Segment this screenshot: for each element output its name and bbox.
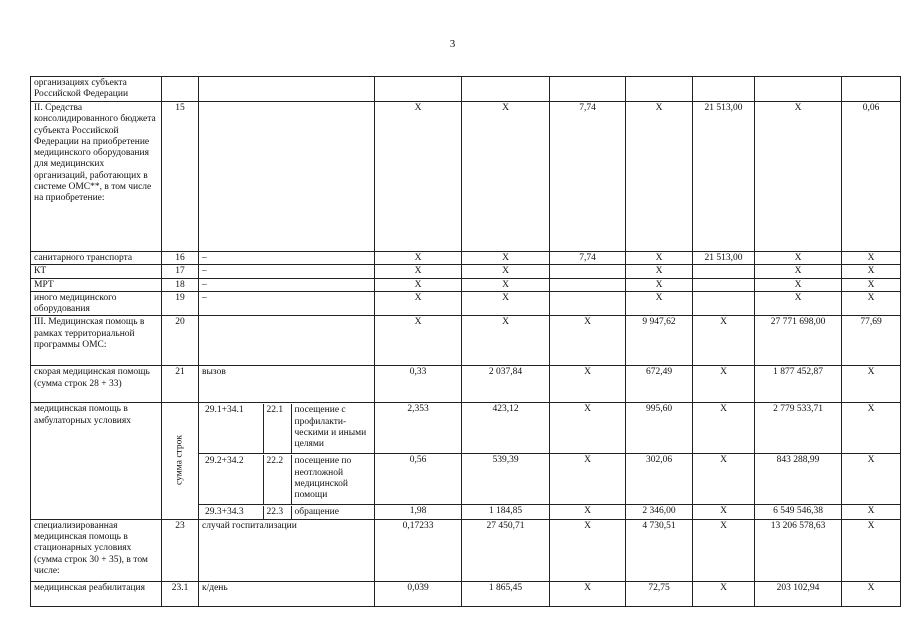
cell-b: 1 184,85 (462, 505, 550, 519)
vertical-label-cell (162, 403, 199, 519)
cell-b: 1 865,45 (462, 581, 550, 606)
cell-e: X (693, 403, 755, 454)
cell-f: X (755, 291, 842, 316)
cell-f: X (755, 252, 842, 265)
table-row (31, 581, 901, 606)
row-number: 18 (162, 278, 199, 291)
row-number: 22.1 (263, 404, 291, 453)
cell-d: 995,60 (626, 403, 693, 454)
cell-c: 7,74 (550, 252, 626, 265)
row-label: медицинская реабилитация (31, 581, 162, 606)
row-label: санитарного транспорта (31, 252, 162, 265)
row-number: 19 (162, 291, 199, 316)
cell-f: 2 779 533,71 (755, 403, 842, 454)
cell-e (693, 77, 755, 102)
cell-a: 0,17233 (375, 519, 462, 581)
table-row (31, 77, 901, 102)
cell-c: X (550, 403, 626, 454)
cell-e: 21 513,00 (693, 252, 755, 265)
cell-g: X (842, 519, 901, 581)
cell-f: 203 102,94 (755, 581, 842, 606)
table-row (31, 265, 901, 278)
cell-b: 27 450,71 (462, 519, 550, 581)
row-number: 20 (162, 316, 199, 366)
cell-e (693, 278, 755, 291)
cell-c: X (550, 519, 626, 581)
cell-d: 672,49 (626, 366, 693, 403)
row-label: организациях субъекта Российской Федерации (31, 77, 162, 102)
table-row (31, 291, 901, 316)
cell-e (693, 265, 755, 278)
cell-c (550, 291, 626, 316)
row-number: 23 (162, 519, 199, 581)
cell-b: 539,39 (462, 454, 550, 505)
cell-f: 843 288,99 (755, 454, 842, 505)
row-label: иного медицинского оборудования (31, 291, 162, 316)
table-row (31, 102, 901, 252)
table-row (31, 316, 901, 366)
cell-e: X (693, 366, 755, 403)
table-row (31, 278, 901, 291)
table-row (31, 519, 901, 581)
cell-d (626, 77, 693, 102)
cell-a: 2,353 (375, 403, 462, 454)
row-number: 17 (162, 265, 199, 278)
cell-c (550, 77, 626, 102)
cell-a: X (375, 252, 462, 265)
cell-g: X (842, 265, 901, 278)
cell-b: X (462, 291, 550, 316)
cell-e: 21 513,00 (693, 102, 755, 252)
cell-c (550, 265, 626, 278)
cell-g: X (842, 291, 901, 316)
sum-rows: 29.1+34.1 (202, 404, 263, 453)
row-label: II. Средства консолидированного бюджета субъекта Российской Федерации на приобретение медицинского оборудования для медицинских организаций, работающих в системе ОМС**, в том числе на приобретение: (31, 102, 162, 252)
row-number: 16 (162, 252, 199, 265)
row-label: медицинская помощь в амбулаторных условиях (31, 403, 162, 519)
cell-d: 302,06 (626, 454, 693, 505)
row-unit: посещение по неотложной медицинской помощи (291, 455, 371, 504)
cell-d: X (626, 265, 693, 278)
cell-e: X (693, 505, 755, 519)
cell-g: X (842, 278, 901, 291)
cell-b: X (462, 316, 550, 366)
row-label: КТ (31, 265, 162, 278)
row-unit: – (199, 265, 375, 278)
cell-g: X (842, 366, 901, 403)
cell-c: X (550, 581, 626, 606)
row-unit (199, 316, 375, 366)
cell-a: 0,039 (375, 581, 462, 606)
cell-g: X (842, 252, 901, 265)
cell-b: X (462, 265, 550, 278)
cell-c: X (550, 366, 626, 403)
cell-d: X (626, 102, 693, 252)
cell-g: X (842, 454, 901, 505)
cell-f: X (755, 265, 842, 278)
cell-c: X (550, 454, 626, 505)
cell-f: 13 206 578,63 (755, 519, 842, 581)
cell-a: 1,98 (375, 505, 462, 519)
row-unit (199, 102, 375, 252)
vertical-label: сумма строк (174, 435, 185, 486)
cell-a (375, 77, 462, 102)
cell-c: 7,74 (550, 102, 626, 252)
cell-a: X (375, 265, 462, 278)
cell-a: 0,33 (375, 366, 462, 403)
table-row (31, 252, 901, 265)
cell-d: X (626, 291, 693, 316)
cell-g: 0,06 (842, 102, 901, 252)
cell-d: X (626, 278, 693, 291)
row-number: 22.2 (263, 455, 291, 504)
cell-a: 0,56 (375, 454, 462, 505)
cell-g: X (842, 403, 901, 454)
row-unit: случай госпитализации (199, 519, 375, 581)
row-unit: – (199, 252, 375, 265)
row-unit (199, 77, 375, 102)
cell-d: 9 947,62 (626, 316, 693, 366)
cell-d: 4 730,51 (626, 519, 693, 581)
cell-b: X (462, 252, 550, 265)
row-number: 21 (162, 366, 199, 403)
cell-a: X (375, 102, 462, 252)
cell-a: X (375, 291, 462, 316)
cell-b (462, 77, 550, 102)
cell-g: X (842, 581, 901, 606)
unit-subcell (199, 454, 375, 505)
row-unit: вызов (199, 366, 375, 403)
row-label: III. Медицинская помощь в рамках территориальной программы ОМС: (31, 316, 162, 366)
row-unit: – (199, 278, 375, 291)
unit-subcell (199, 505, 375, 519)
cell-d: 72,75 (626, 581, 693, 606)
sum-rows: 29.2+34.2 (202, 455, 263, 504)
page-number: 3 (449, 38, 456, 50)
cell-f (755, 77, 842, 102)
cell-g: X (842, 505, 901, 519)
cell-f: 1 877 452,87 (755, 366, 842, 403)
cell-b: 423,12 (462, 403, 550, 454)
sum-rows: 29.3+34.3 (202, 506, 263, 518)
cell-b: X (462, 278, 550, 291)
cell-d: X (626, 252, 693, 265)
cell-d: 2 346,00 (626, 505, 693, 519)
cell-c: X (550, 316, 626, 366)
cell-g: 77,69 (842, 316, 901, 366)
cell-e (693, 291, 755, 316)
row-label: МРТ (31, 278, 162, 291)
cell-g (842, 77, 901, 102)
cell-f: X (755, 278, 842, 291)
cell-c: X (550, 505, 626, 519)
cell-e: X (693, 519, 755, 581)
row-number: 23.1 (162, 581, 199, 606)
row-unit: обращение (291, 506, 371, 518)
table-row (31, 403, 901, 454)
row-label: специализированная медицинская помощь в стационарных условиях (сумма строк 30 + 35), в том числе: (31, 519, 162, 581)
cell-b: X (462, 102, 550, 252)
cell-f: X (755, 102, 842, 252)
cell-a: X (375, 278, 462, 291)
row-unit: – (199, 291, 375, 316)
row-unit: к/день (199, 581, 375, 606)
cell-e: X (693, 316, 755, 366)
table-row (31, 366, 901, 403)
row-unit: посещение с профилакти-ческими и иными целями (291, 404, 371, 453)
cell-f: 6 549 546,38 (755, 505, 842, 519)
cell-f: 27 771 698,00 (755, 316, 842, 366)
cell-b: 2 037,84 (462, 366, 550, 403)
row-number (162, 77, 199, 102)
financing-table (30, 76, 901, 607)
row-label: скорая медицинская помощь (сумма строк 28 + 33) (31, 366, 162, 403)
row-number: 15 (162, 102, 199, 252)
cell-e: X (693, 454, 755, 505)
row-number: 22.3 (263, 506, 291, 518)
unit-subcell (199, 403, 375, 454)
cell-c (550, 278, 626, 291)
cell-a: X (375, 316, 462, 366)
cell-e: X (693, 581, 755, 606)
